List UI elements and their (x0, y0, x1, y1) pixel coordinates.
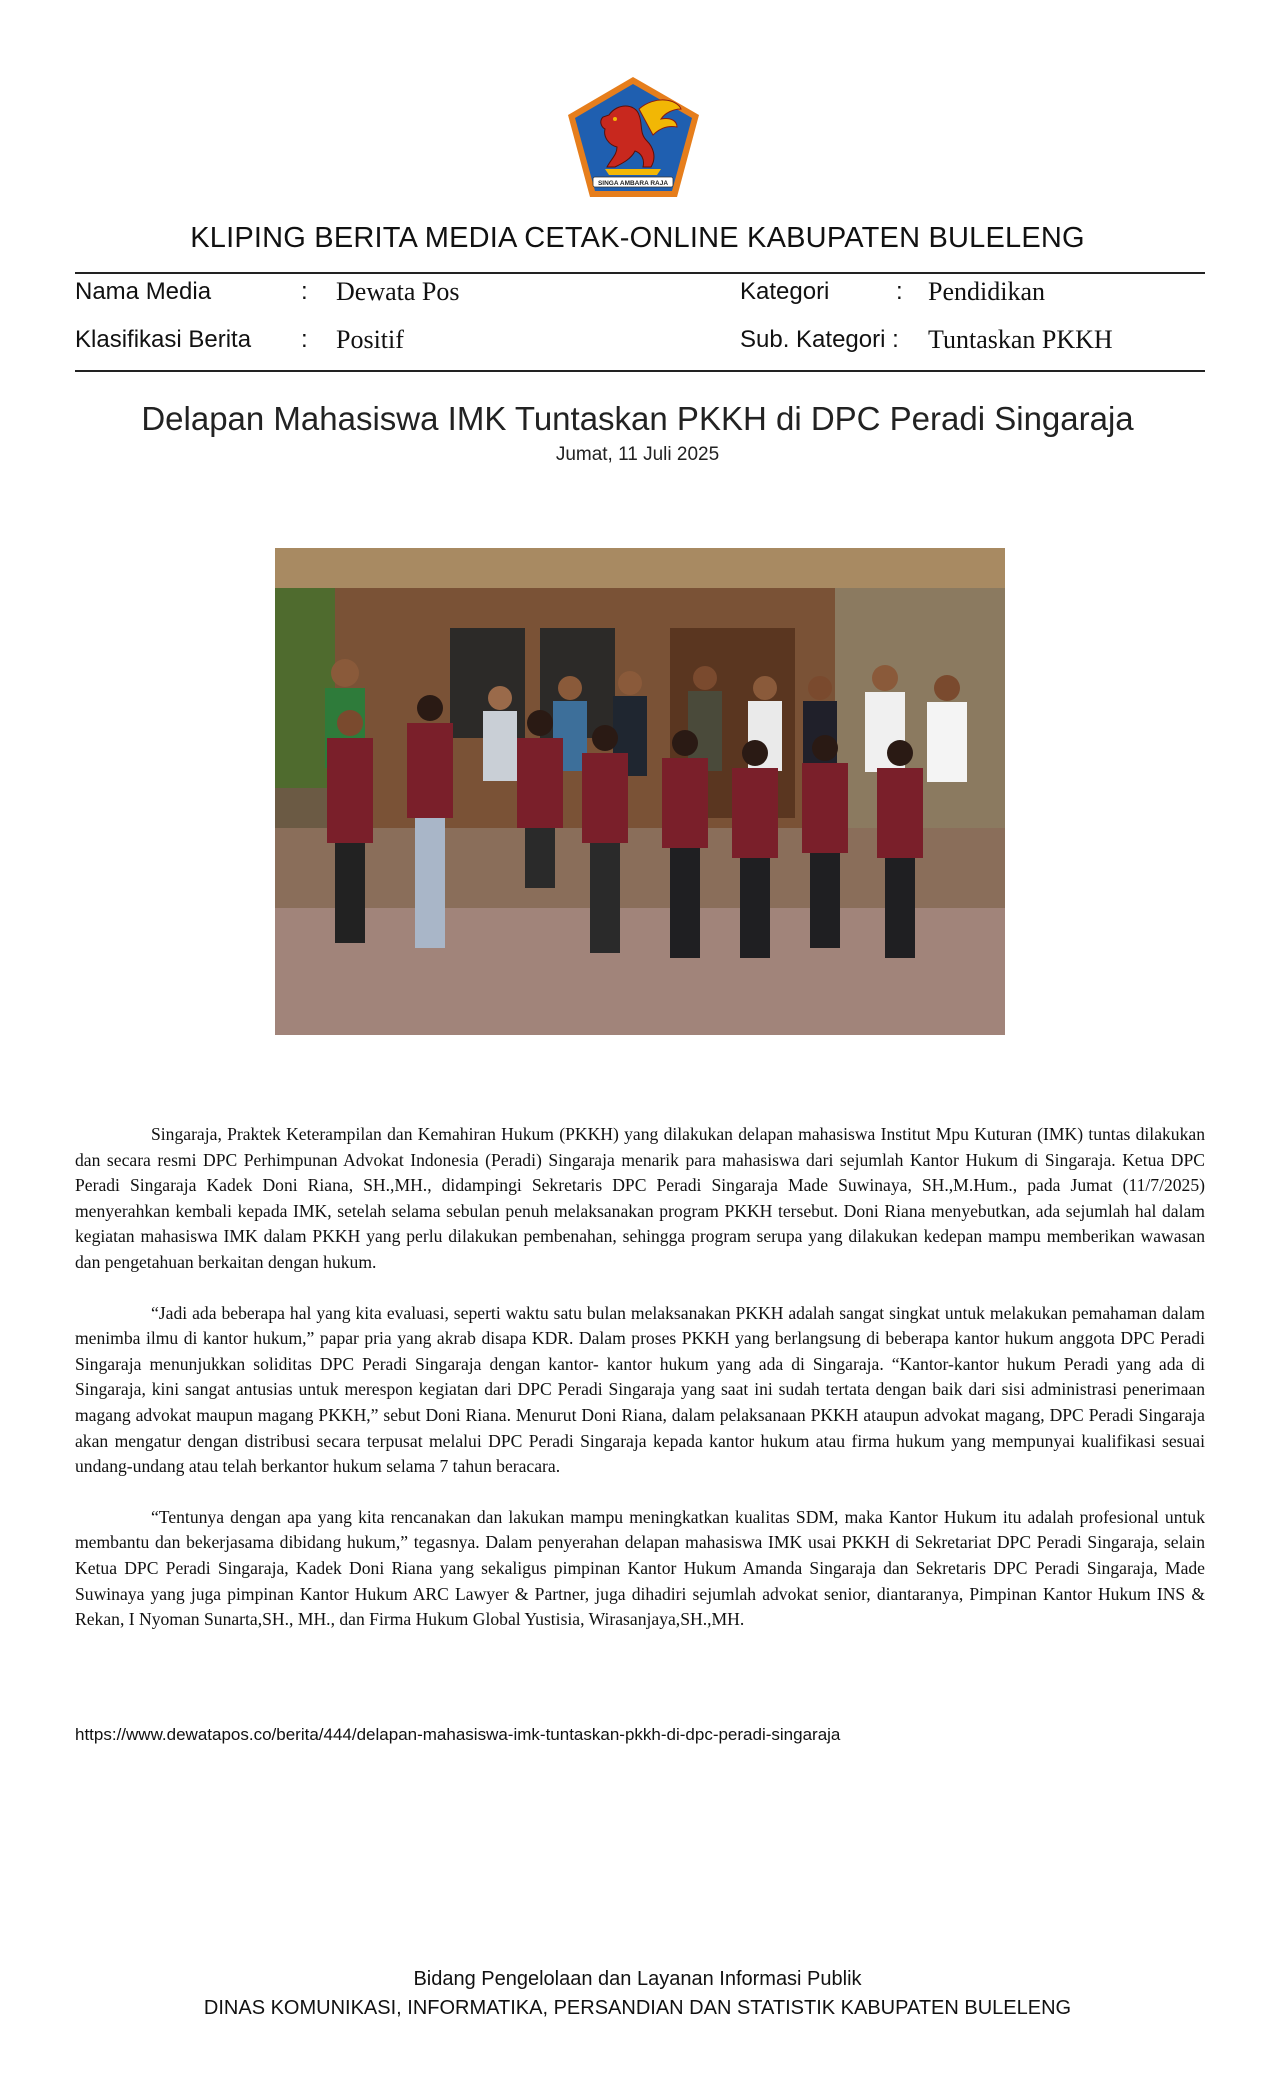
source-url-link[interactable]: https://www.dewatapos.co/berita/444/delapan-mahasiswa-imk-tuntaskan-pkkh-di-dpc-peradi-singaraja (75, 1725, 841, 1744)
article-title: Delapan Mahasiswa IMK Tuntaskan PKKH di DPC Peradi Singaraja (141, 400, 1134, 437)
article-paragraph: Singaraja, Praktek Keterampilan dan Kemahiran Hukum (PKKH) yang dilakukan delapan mahasiswa Institut Mpu Kuturan (IMK) tuntas dilakukan dan secara resmi DPC Perhimpunan Advokat Indonesia (Peradi) Singaraja menarik para mahasiswa dari sejumlah Kantor Hukum di Singaraja. Ketua DPC Peradi Singaraja Kadek Doni Riana, SH.,MH., didampingi Sekretaris DPC Peradi Singaraja Made Suwinaya, SH.,M.Hum., pada Jumat (11/7/2025) menyerahkan kembali kepada IMK, setelah selama sebulan penuh melaksanakan program PKKH tersebut. Doni Riana menyebutkan, ada sejumlah hal dalam kegiatan mahasiswa IMK dalam PKKH yang perlu dilakukan pembenahan, sehingga program serupa yang dilakukan kedepan mampu memberikan wawasan dan pengetahuan berkaitan dengan hukum. (75, 1124, 1205, 1272)
article-body (75, 1122, 1205, 1658)
article-paragraph: “Tentunya dengan apa yang kita rencanakan dan lakukan mampu meningkatkan kualitas SDM, maka Kantor Hukum itu adalah profesional untuk membantu dan bekerjasama dibidang hukum,” tegasnya. Dalam penyerahan delapan mahasiswa IMK usai PKKH di Sekretariat DPC Peradi Singaraja, selain Ketua DPC Peradi Singaraja, Kadek Doni Riana yang sekaligus pimpinan Kantor Hukum Amanda Singaraja dan Sekretaris DPC Peradi Singaraja, Made Suwinaya yang juga pimpinan Kantor Hukum ARC Lawyer & Partner, juga dihadiri sejumlah advokat senior, diantaranya, Pimpinan Kantor Hukum INS & Rekan, I Nyoman Sunarta,SH., MH., dan Firma Hukum Global Yustisia, Wirasanjaya,SH.,MH. (75, 1506, 1205, 1630)
sub-category-value: Tuntaskan PKKH (928, 325, 1113, 354)
news-classification-separator: : (301, 326, 308, 353)
emblem-base-icon (605, 169, 661, 175)
category-value: Pendidikan (928, 277, 1045, 306)
footer-department: Bidang Pengelolaan dan Layanan Informasi Publik (413, 1968, 862, 1990)
footer-agency: DINAS KOMUNIKASI, INFORMATIKA, PERSANDIAN DAN STATISTIK KABUPATEN BULELENG (203, 1997, 1072, 2019)
category-label: Kategori (740, 278, 830, 305)
media-name-value: Dewata Pos (336, 277, 460, 306)
article-group-photo (275, 548, 1005, 1035)
news-classification-value: Positif (336, 325, 404, 354)
clipping-header-title: KLIPING BERITA MEDIA CETAK-ONLINE KABUPATEN BULELENG (190, 222, 1085, 254)
header-divider-bottom (75, 370, 1205, 372)
regency-emblem-logo (565, 75, 702, 199)
photo-roof (275, 548, 1005, 588)
emblem-caption: SINGA AMBARA RAJA (597, 180, 669, 187)
article-date: Jumat, 11 Juli 2025 (555, 444, 720, 465)
sub-category-label: Sub. Kategori : (740, 326, 899, 353)
news-classification-label: Klasifikasi Berita (75, 326, 252, 353)
article-paragraph: “Jadi ada beberapa hal yang kita evaluasi, seperti waktu satu bulan melaksanakan PKKH adalah sangat singkat untuk melakukan pemahaman dalam menimba ilmu di kantor hukum,” papar pria yang akrab disapa KDR. Dalam proses PKKH yang berlangsung di beberapa kantor hukum anggota DPC Peradi Singaraja menunjukkan soliditas DPC Peradi Singaraja dengan kantor- kantor hukum yang ada di Singaraja. “Kantor-kantor hukum Peradi yang ada di Singaraja, kini sangat antusias untuk merespon kegiatan dari DPC Peradi Singaraja yang saat ini sudah tertata dengan baik dari sisi administrasi penerimaan magang advokat maupun magang PKKH,” sebut Doni Riana. Menurut Doni Riana, dalam pelaksanaan PKKH ataupun advokat magang, DPC Peradi Singaraja akan mengatur dengan distribusi secara terpusat melalui DPC Peradi Singaraja kepada kantor hukum atau firma hukum yang mempunyai kualifikasi sesuai undang-undang atau telah berkantor hukum selama 7 tahun beracara. (75, 1302, 1205, 1477)
header-divider-top (75, 272, 1205, 274)
media-name-label: Nama Media (75, 278, 212, 305)
category-separator: : (896, 278, 903, 305)
media-name-separator: : (301, 278, 308, 305)
lion-eye-icon (613, 117, 617, 121)
